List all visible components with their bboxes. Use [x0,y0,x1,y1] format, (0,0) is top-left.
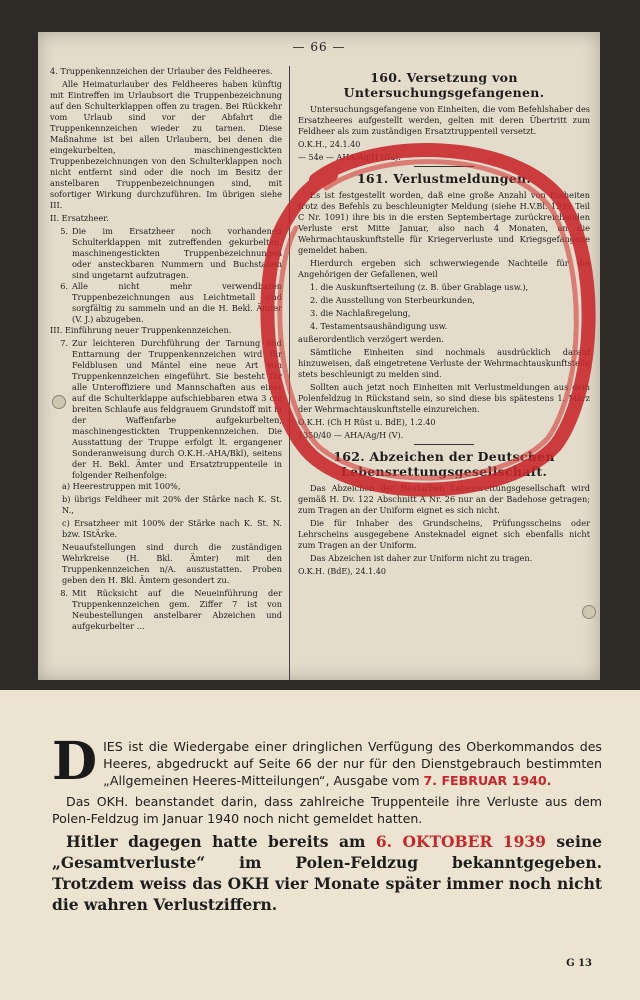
item-7-text: Zur leichteren Durchführung der Tarnung und Enttarnung der Truppenkennzeichen wird für Feldblusen und Mäntel eine neue Art von Truppenkennzeichen eingeführt. Sie besteht für alle Unteroffiziere und Mannschaften aus einer auf die Schulterklappe aufschiebbaren etwa 3 cm breiten Schlaufe aus feldgrauem Grundstoff mit in der Waffenfarbe aufgekurbelten, maschinengestickten Truppenkennzeichen. Die Ausstattung der Truppe erfolgt lt. ergangener Sonderanweisung durch O.K.H.-AHA/Bkl), seitens der H. Bekl. Ämter und Ersatztruppenteile in folgender Reihenfolge: [72,338,282,480]
caption-p3-end: seine „Gesamtverluste“ im Polen-Feldzug bekanntgegeben. Trotzdem weiss das OKH vier Monate später immer noch nicht die wahren Verlustziffern. [52,832,603,914]
section-161-ref-1: O.K.H. (Ch H Rüst u. BdE), 1.2.40 [298,418,436,427]
section-162-para-1: Das Abzeichen der Deutschen Lebensrettungsgesellschaft wird gemäß H. Dv. 122 Abschnitt A Nr. 26 nur an der Badehose getragen; zum Tragen an der Uniform eignet es sich nicht. [298,483,590,515]
caption-p3-start: Hitler dagegen hatte bereits am [66,832,366,851]
section-160-ref-2: — 54e — AHA/Ag/H (IIa). [298,153,401,162]
section-4-title: 4. Truppenkennzeichen der Urlauber des Feldheeres. [50,66,273,76]
caption-paragraph-3 [52,831,602,915]
item-5-text: Die im Ersatzheer noch vorhandenen Schulterklappen mit zutreffenden gekurbelten, maschinengestickten Truppenbezeichnungen oder ansteckbaren Nummern und Buchstaben sind ungetarnt aufzutragen. [72,226,282,280]
caption-text [52,731,603,919]
punch-hole [52,395,66,409]
section-4-body: Alle Heimaturlauber des Feldheeres haben künftig mit Eintreffen im Urlaubsort die Truppenbezeichnung auf den Schulterklappen offen zu tragen. Bei Rückkehr vom Urlaub sind vor der Abfahrt die Truppenkennzeichen wieder zu tarnen. Diese Maßnahme ist bei allen Urlaubern, bei denen die eingekurbelten, maschinengestickten Truppenbezeichnungen von den Schulterklappen noch nicht entfernt sind oder die noch im Besitz der anstelbaren Truppenbezeichnungen sind, mit sofortiger Wirkung durchzuführen. Im übrigen siehe III. [50,79,282,210]
caption-p1-text: IES ist die Wiedergabe einer dringlichen Verfügung des Oberkommandos des Heeres, abgedruckt auf Seite 66 der nur für den Dienstgebrauch bestimmten „Allgemeinen Heeres-Mitteilungen“, Ausgabe vom [103,739,602,788]
caption-paragraph-1 [52,731,602,792]
after-list-text: Neuaufstellungen sind durch die zuständigen Wehrkreise (H. Bkl. Ämter) mit den Truppenkennzeichen n/A. auszustatten. Proben geben den H. Bkl. Ämtern gesondert zu. [62,542,282,585]
section-161-list-2: 2. die Ausstellung von Sterbeurkunden, [310,295,475,305]
page-number: — 66 — [292,40,346,54]
section-2-heading: II. Ersatzheer. [50,213,109,223]
section-160-body: Untersuchungsgefangene von Einheiten, die vom Befehlshaber des Ersatzheeres aufgestellt werden, gelten mit deren Übertritt zum Feldheer als zum zuständigen Ersatztruppenteil versetzt. [298,104,590,136]
section-161-para-5: Sollten auch jetzt noch Einheiten mit Verlustmeldungen aus dem Polenfeldzug in Rückstand sein, so sind diese bis spätestens 1. März der Wehrmachtauskunftstelle einzureichen. [298,382,590,414]
section-161-para-1: Es ist festgestellt worden, daß eine große Anzahl von Einheiten trotz des Befehls zu beschleunigter Meldung (siehe H.V.Bl. 1939 Teil C Nr. 1091) ihre bis in die ersten Septembertage zurückreichenden Verluste erst Mitte Januar, also nach 4 Monaten, an die Wehrmachtauskunftstelle für Kriegerverluste und Kriegsgefangene gemeldet haben. [298,190,590,255]
item-6 [50,281,282,325]
item-6-text: Alle nicht mehr verwendbaren Truppenbezeichnungen aus Leichtmetall sind sorgfältig zu sammeln und an die H. Bekl. Ämter (V. J.) abzugeben. [72,281,282,324]
item-5 [50,226,282,281]
list-c: c) Ersatzheer mit 100% der Stärke nach K. St. N. bzw. IStÄrke. [62,518,282,539]
caption-date-2: 6. OKTOBER 1939 [375,832,546,851]
section-3-heading: III. Einführung neuer Truppenkennzeichen. [50,325,232,335]
item-6-number: 6. [60,281,68,291]
section-161-list-1: 1. die Auskunftserteilung (z. B. über Grablage usw.), [310,282,529,292]
section-161-para-3: außerordentlich verzögert werden. [298,334,444,344]
left-column [50,66,282,632]
item-7 [50,338,282,481]
item-8 [50,588,282,632]
section-162-para-3: Das Abzeichen ist daher zur Uniform nicht zu tragen. [310,553,533,563]
section-161-ref-2: 1350/40 — AHA/Ag/H (V). [298,431,404,440]
document-code: G 13 [566,958,592,969]
caption-paragraph-2: Das OKH. beanstandet darin, dass zahlreiche Truppenteile ihre Verluste aus dem Polen-Feldzug im Januar 1940 noch nicht gemeldet hatten. [52,794,602,826]
section-162-title: 162. Abzeichen der Deutschen Lebensrettungsgesellschaft. [333,449,555,479]
printed-page [38,32,600,680]
section-162-para-2: Die für Inhaber des Grundscheins, Prüfungsscheins oder Lehrscheins ausgegebene Ansteknadel eignet sich ebenfalls nicht zum Tragen an der Uniform. [298,518,590,550]
section-162-ref-1: O.K.H. (BdE), 24.1.40 [298,567,386,576]
section-161-list-4: 4. Testamentsaushändigung usw. [310,321,448,331]
section-161-list-3: 3. die Nachlaßregelung, [310,308,411,318]
item-5-number: 5. [60,226,68,236]
section-161-para-2: Hierdurch ergeben sich schwerwiegende Nachteile für die Angehörigen der Gefallenen, weil [298,258,590,279]
item-8-number: 8. [60,588,68,598]
section-160-ref-1: O.K.H., 24.1.40 [298,140,361,149]
list-b: b) übrigs Feldheer mit 20% der Stärke nach K. St. N., [62,494,282,515]
drop-cap: D [52,731,98,792]
caption-date-1: 7. FEBRUAR 1940. [423,773,552,788]
item-8-text: Mit Rücksicht auf die Neueinführung der Truppenkennzeichen gem. Ziffer 7 ist von Neubestellungen anstelbarer Abzeichen und aufgekurbelter ... [72,588,282,631]
red-circle-marking [256,140,596,500]
section-161-title: 161. Verlustmeldungen. [356,171,532,186]
list-a: a) Heerestruppen mit 100%, [62,481,181,491]
punch-hole [582,605,596,619]
section-160-title: 160. Versetzung von Untersuchungsgefangenen. [343,70,545,100]
section-161-para-4: Sämtliche Einheiten sind nochmals ausdrücklich darauf hinzuweisen, daß eingetretene Verluste der Wehrmachtauskunftstelle stets beschleunigt zu melden sind. [298,347,590,379]
item-7-number: 7. [60,338,68,348]
